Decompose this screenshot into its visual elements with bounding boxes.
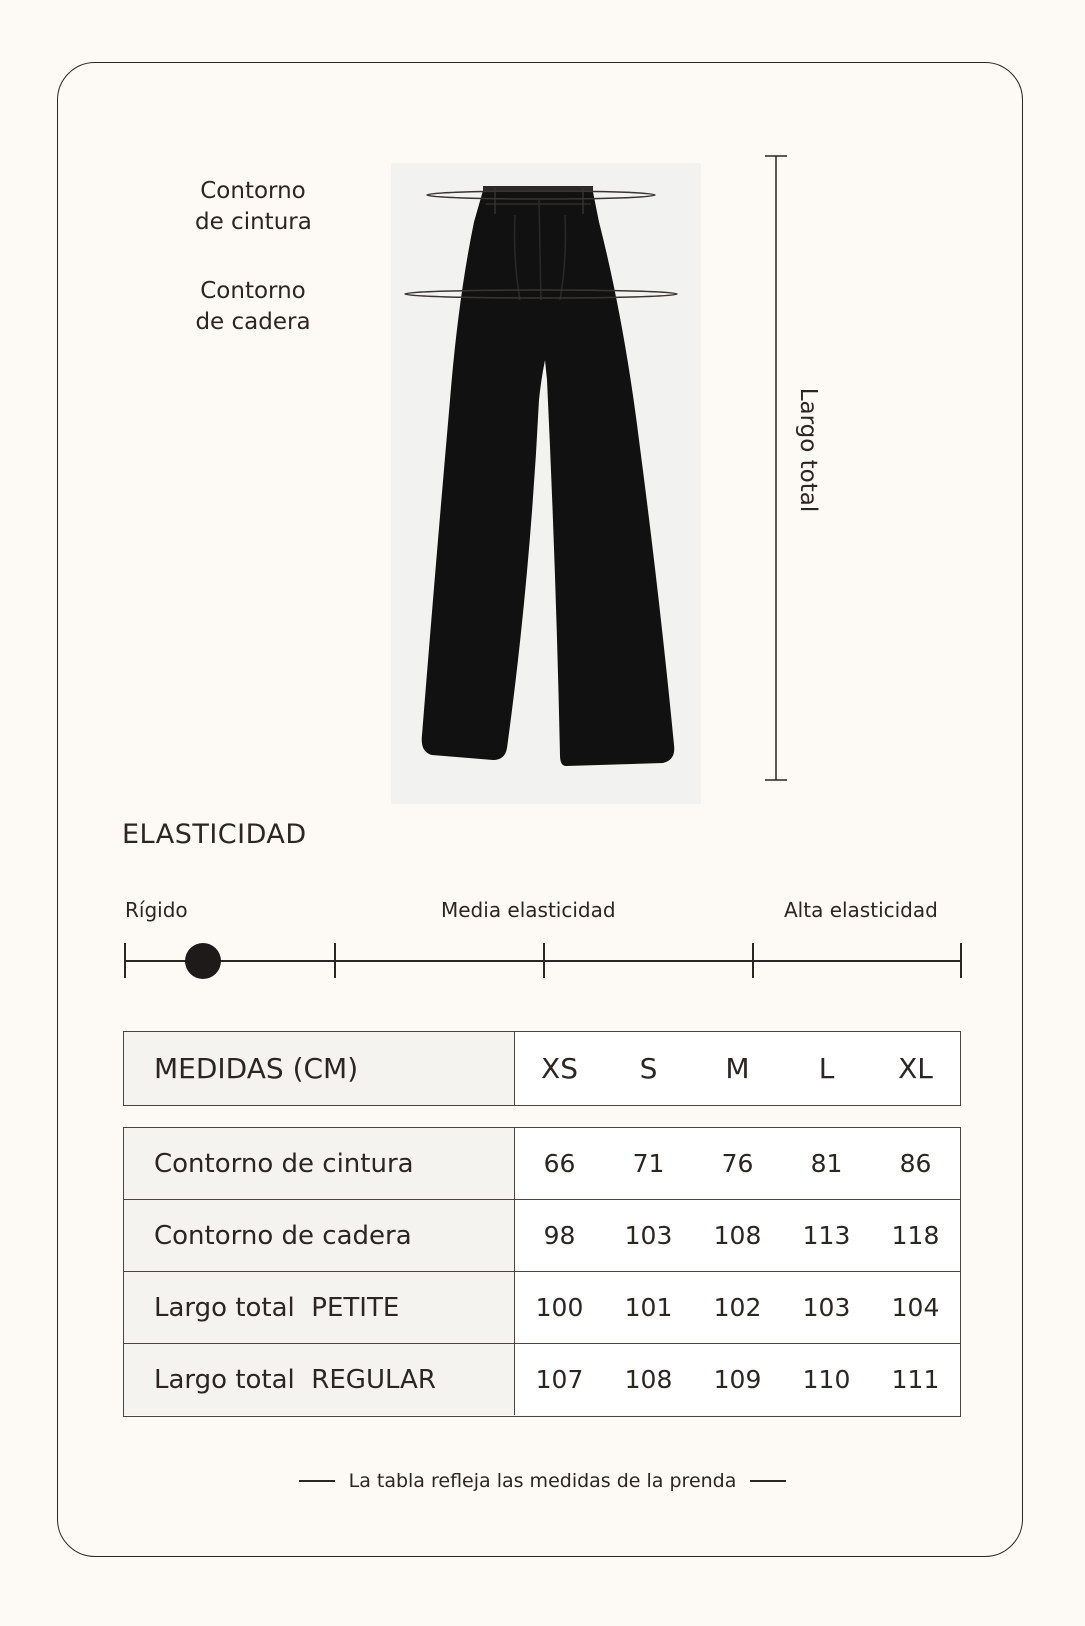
divider [750, 1480, 786, 1482]
table-header-label: MEDIDAS (CM) [124, 1032, 515, 1105]
waist-label-line1: Contorno [200, 178, 306, 204]
table-row [124, 1344, 960, 1415]
hip-label [195, 276, 311, 338]
table-cell: 86 [899, 1149, 932, 1178]
table-cell: 76 [721, 1149, 754, 1178]
scale-tick [543, 943, 545, 978]
size-table-body [123, 1127, 961, 1417]
size-xs: XS [541, 1052, 578, 1085]
table-cell: 71 [632, 1149, 665, 1178]
table-row [124, 1272, 960, 1344]
table-cell: 98 [543, 1221, 576, 1250]
size-m: M [725, 1052, 750, 1085]
hip-label-line1: Contorno [200, 278, 306, 304]
table-cell: 113 [802, 1221, 851, 1250]
wide-leg-trousers-icon [422, 186, 675, 766]
table-cell: 103 [624, 1221, 673, 1250]
length-label: Largo total [795, 387, 821, 513]
scale-tick [960, 943, 962, 978]
table-cell: 101 [624, 1293, 673, 1322]
waist-label-line2: de cintura [195, 209, 312, 235]
table-cell: 109 [713, 1365, 762, 1394]
elasticity-stop-medium: Media elasticidad [441, 898, 616, 922]
table-cell: 118 [891, 1221, 940, 1250]
table-cell: 102 [713, 1293, 762, 1322]
row-label-length-regular: Largo total REGULAR [124, 1344, 515, 1415]
hip-label-line2: de cadera [195, 309, 311, 335]
table-cell: 110 [802, 1365, 851, 1394]
table-cell: 104 [891, 1293, 940, 1322]
elasticity-stop-high: Alta elasticidad [784, 898, 938, 922]
waist-label [195, 176, 311, 238]
scale-tick [334, 943, 336, 978]
size-s: S [639, 1052, 658, 1085]
footer-note [0, 1470, 1085, 1492]
row-label-waist: Contorno de cintura [124, 1128, 515, 1199]
table-cell: 108 [624, 1365, 673, 1394]
table-cell: 108 [713, 1221, 762, 1250]
table-cell: 111 [891, 1365, 940, 1394]
table-row [124, 1128, 960, 1200]
table-cell: 81 [810, 1149, 843, 1178]
size-xl: XL [898, 1052, 933, 1085]
elasticity-stop-rigid: Rígido [125, 898, 188, 922]
footer-note-text: La tabla refleja las medidas de la prenda [348, 1470, 737, 1492]
table-cell: 66 [543, 1149, 576, 1178]
divider [299, 1480, 335, 1482]
table-cell: 103 [802, 1293, 851, 1322]
table-row [124, 1200, 960, 1272]
row-label-length-petite: Largo total PETITE [124, 1272, 515, 1343]
row-label-hip: Contorno de cadera [124, 1200, 515, 1271]
length-measure-ruler [765, 156, 787, 780]
elasticity-title: ELASTICIDAD [122, 819, 307, 850]
size-l: L [818, 1052, 835, 1085]
elasticity-marker-icon [185, 943, 221, 979]
scale-tick [752, 943, 754, 978]
size-table-header [123, 1031, 961, 1106]
table-cell: 100 [535, 1293, 584, 1322]
scale-tick [124, 943, 126, 978]
table-cell: 107 [535, 1365, 584, 1394]
